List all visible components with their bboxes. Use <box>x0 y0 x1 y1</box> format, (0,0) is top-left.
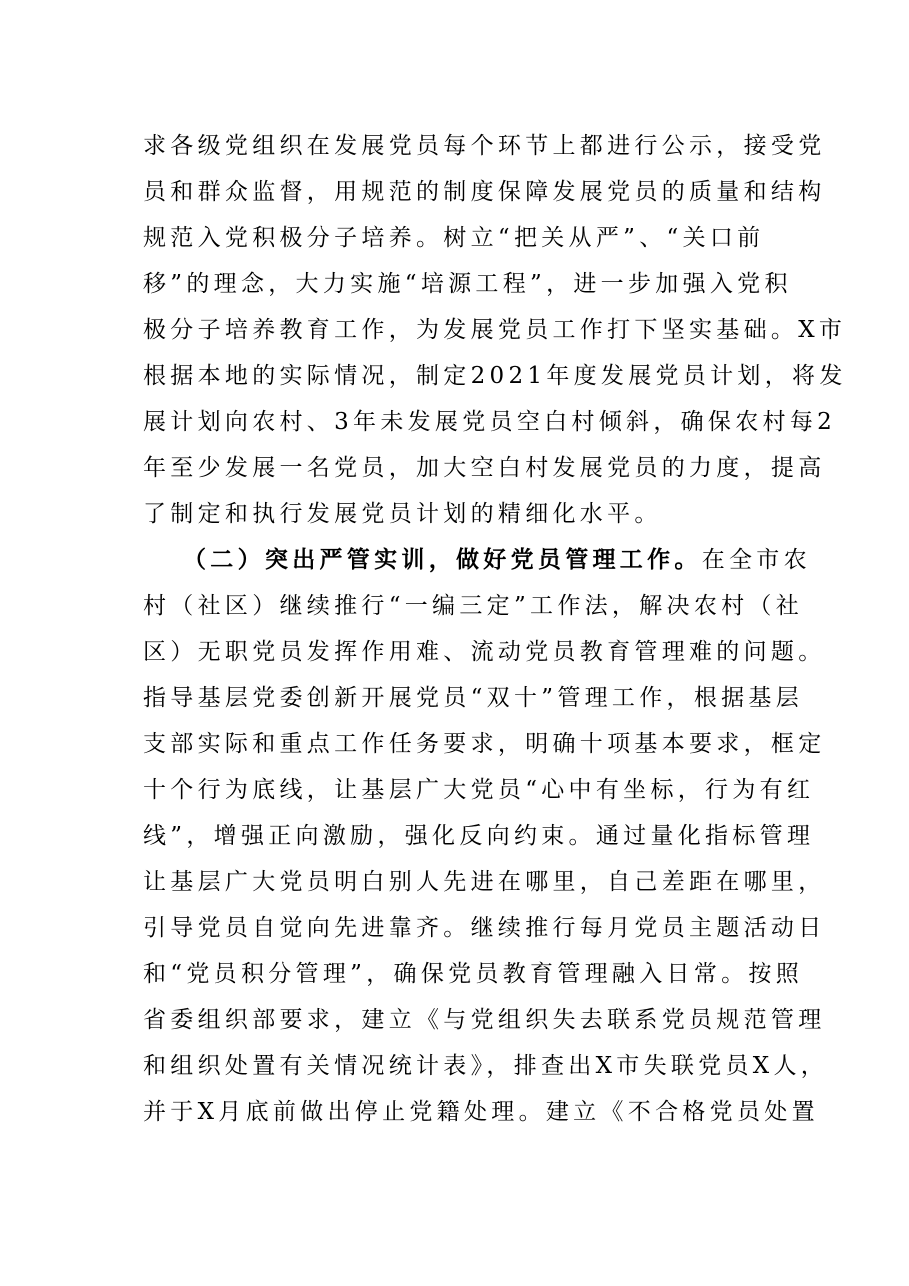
paragraph-line: 和“党员积分管理”，确保党员教育管理融入日常。按照 <box>143 961 804 987</box>
paragraph-line: 根据本地的实际情况，制定2021年度发展党员计划，将发 <box>143 363 847 389</box>
paragraph-line: 支部实际和重点工作任务要求，明确十项基本要求，框定 <box>143 731 826 757</box>
paragraph-line: 十个行为底线，让基层广大党员“心中有坐标，行为有红 <box>143 777 815 803</box>
section-first-line <box>183 545 811 575</box>
paragraph-line: 展计划向农村、3年未发展党员空白村倾斜，确保农村每2 <box>143 409 837 435</box>
paragraph-line: 线”，增强正向激励，强化反向约束。通过量化指标管理 <box>143 823 815 849</box>
paragraph-line: 引导党员自觉向先进靠齐。继续推行每月党员主题活动日 <box>143 915 826 941</box>
paragraph-line: 并于X月底前做出停止党籍处理。建立《不合格党员处置 <box>143 1099 819 1125</box>
section-heading: （二）突出严管实训，做好党员管理工作。 <box>183 546 702 573</box>
section-first-line-text: 在全市农 <box>701 547 811 573</box>
paragraph-line: 求各级党组织在发展党员每个环节上都进行公示，接受党 <box>143 133 826 159</box>
paragraph-line: 年至少发展一名党员，加大空白村发展党员的力度，提高 <box>143 455 826 481</box>
paragraph-line: 指导基层党委创新开展党员“双十”管理工作，根据基层 <box>143 685 804 711</box>
paragraph-line: 村（社区）继续推行“一编三定”工作法，解决农村（社 <box>143 593 804 619</box>
paragraph-line: 移”的理念，大力实施“培源工程”，进一步加强入党积 <box>143 271 792 297</box>
paragraph-line: 了制定和执行发展党员计划的精细化水平。 <box>143 501 662 527</box>
paragraph-line: 让基层广大党员明白别人先进在哪里，自己差距在哪里， <box>143 869 826 895</box>
paragraph-line: 省委组织部要求，建立《与党组织失去联系党员规范管理 <box>143 1007 826 1033</box>
paragraph-line: 极分子培养教育工作，为发展党员工作打下坚实基础。X市 <box>143 317 847 343</box>
paragraph-line: 和组织处置有关情况统计表》，排查出X市失联党员X人， <box>143 1053 829 1079</box>
paragraph-line: 区）无职党员发挥作用难、流动党员教育管理难的问题。 <box>143 639 826 665</box>
paragraph-line: 规范入党积极分子培养。树立“把关从严”、“关口前 <box>143 225 765 251</box>
paragraph-line: 员和群众监督，用规范的制度保障发展党员的质量和结构 <box>143 179 826 205</box>
